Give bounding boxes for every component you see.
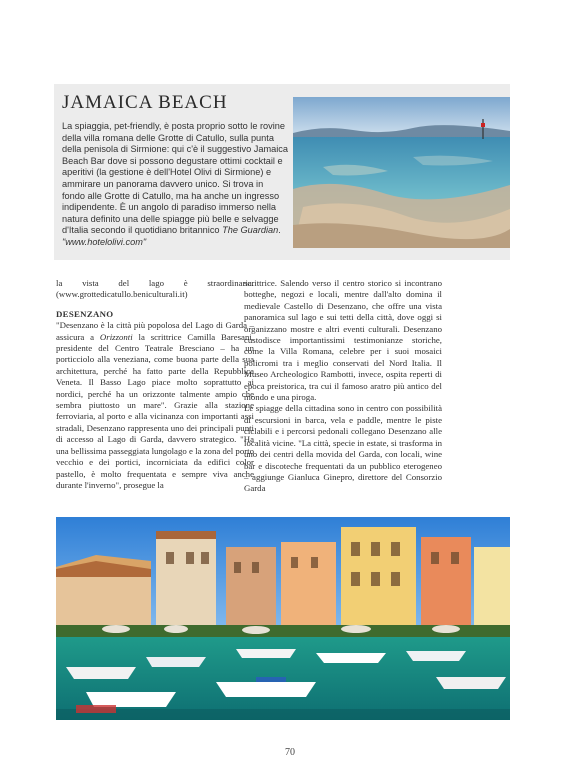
column-2-paragraph-1: scrittrice. Salendo verso il centro storico si incontrano botteghe, negozi e locali, mentre dall'alto domina il medievale Castello di Desenzano, che offre una vista panoramica sul lago e sui tetti della città, dove oggi si organizzano mostre e altri eventi culturali. Desenzano custodisce importantissimi testimonianze storiche, come la Villa Romana, celebre per i suoi mosaici policromi tra i meglio conservati del Nord Italia. Il Museo Archeologico Rambotti, invece, ospita reperti di epoca preistorica, tra cui il famoso aratro più antico del mondo e una piroga. — [244, 278, 442, 403]
sidebar-url: "www.hotelolivi.com" — [62, 236, 147, 247]
sidebar-title: JAMAICA BEACH — [62, 92, 228, 113]
article-column-1 — [56, 278, 254, 491]
page-number: 70 — [285, 747, 295, 758]
desenzano-harbor-photo — [56, 517, 510, 720]
column-1-paragraph: "Desenzano è la città più popolosa del Lago di Garda – assicura a Orizzonti la scrittrice Camilla Baresani, presidente del Centro Teatrale Bresciano – ha un porticciolo alla veneziana, come buona parte della sua architettura, perché ha fatto parte della Repubblica Veneta. Il Basso Lago piace molto soprattutto ai nordici, perché ha un orizzonte talmente ampio che sembra piuttosto un mare". Grazie alla stazione ferroviaria, al porto e alla vicinanza con importanti assi stradali, Desenzano rappresenta uno dei principali punti di accesso al Lago di Garda, davvero strategico. "Ha una bellissima passeggiata lungolago e la zona del porto vecchio e dei portici, incorniciata da edifici color pastello, è molto frequentata e sempre viva anche durante l'inverno", prosegue la — [56, 320, 254, 490]
column-2-paragraph-2: Le spiagge della cittadina sono in centro con possibilità di escursioni in barca, vela e paddle, mentre le piste ciclabili e i percorsi pedonali collegano Desenzano alle località vicine. "La città, specie in estate, si trasforma in uno dei centri della movida del Garda, con locali, wine bar e discoteche frequentati da un pubblico eterogeneo – aggiunge Gianluca Ginepro, direttore del Consorzio Garda — [244, 403, 442, 494]
section-heading-desenzano: DESENZANO — [56, 308, 114, 319]
article-column-2 — [244, 278, 442, 495]
sidebar-text: La spiaggia, pet-friendly, è posta proprio sotto le rovine della villa romana delle Grotte di Catullo, sulla punta della penisola di Sirmione: qui c'è il suggestivo Jamaica Beach Bar dove si possono degustare ottimi cocktail e aperitivi (la gestione è dell'Hotel Olivi di Sirmione) e ammirare un panorama davvero unico. Si trova in fondo alle Grotte di Catullo, ma ha anche un ingresso indipendente. È un angolo di paradiso immerso nella natura definito una delle spiagge più belle e selvagge d'Italia secondo il quotidiano britannico The Guardian. "www.hotelolivi.com" — [62, 121, 288, 247]
column-1-intro: la vista del lago è straordinaria. (www.grottedicatullo.beniculturali.it) — [56, 278, 254, 300]
jamaica-beach-photo — [293, 97, 510, 248]
